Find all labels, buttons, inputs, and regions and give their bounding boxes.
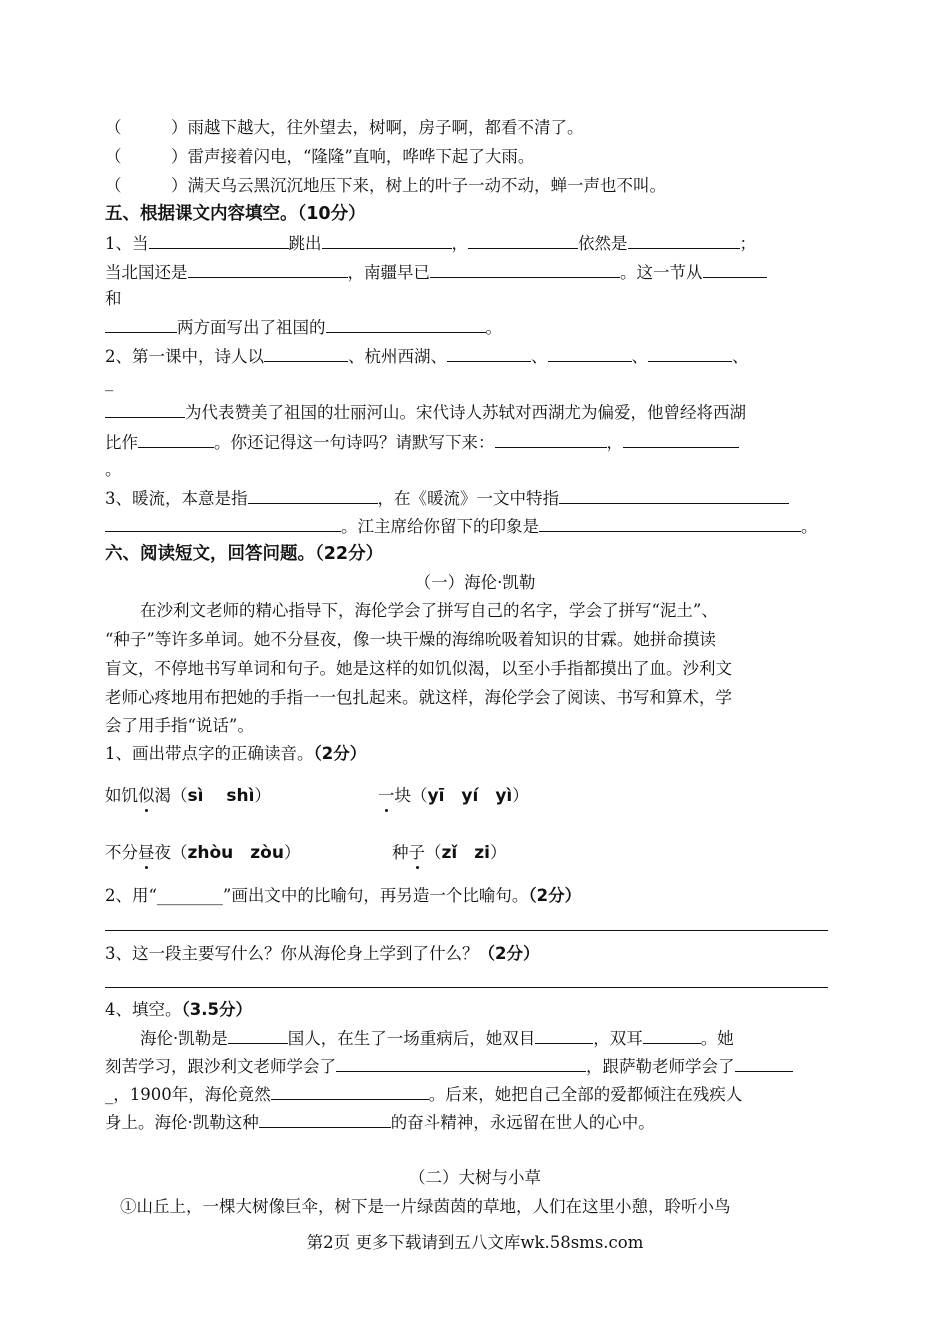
text: ，在《暖流》一文中特指 <box>377 489 559 508</box>
text: （ <box>425 843 442 862</box>
blank[interactable] <box>495 432 607 448</box>
blank[interactable] <box>188 262 348 278</box>
dotted-char: 昼 <box>138 843 155 862</box>
score: （2分） <box>313 744 367 763</box>
pinyin-options[interactable]: sì shì <box>187 786 255 806</box>
answer-paren[interactable]: （ ） <box>105 176 188 195</box>
pinyin-options[interactable]: zhòu zòu <box>187 843 284 863</box>
blank[interactable] <box>430 262 620 278</box>
order-text: 雷声接着闪电，“隆隆”直响，哗哗下起了大雨。 <box>187 147 535 166</box>
text: 依然是 <box>578 234 628 253</box>
blank[interactable] <box>264 346 348 362</box>
s6-q4-line3 <box>105 1084 742 1105</box>
s5-q3-line1 <box>105 488 789 509</box>
blank[interactable] <box>623 432 739 448</box>
text: ， <box>451 234 468 253</box>
pinyin-item-4 <box>392 843 506 863</box>
blank[interactable] <box>105 516 341 532</box>
text: 1、画出带点字的正确读音。 <box>105 744 314 763</box>
passage-2-line: ①山丘上，一棵大树像巨伞，树下是一片绿茵茵的草地，人们在这里小憩，聆听小鸟 <box>120 1197 731 1216</box>
text: 海伦·凯勒是 <box>140 1029 228 1048</box>
text: 不分 <box>105 843 138 862</box>
order-text: 雨越下越大，往外望去，树啊，房子啊，都看不清了。 <box>187 118 584 137</box>
text: 国人，在生了一场重病后，她双目 <box>287 1029 536 1048</box>
answer-paren[interactable]: （ ） <box>105 118 188 137</box>
text: 。江主席给你留下的印象是 <box>341 517 539 536</box>
blank[interactable] <box>149 233 289 249</box>
text: ，跟萨勒老师学会了 <box>586 1057 735 1076</box>
blank[interactable] <box>228 1028 288 1044</box>
blank[interactable] <box>648 346 732 362</box>
text: ） <box>512 786 529 805</box>
order-item-1 <box>105 118 584 138</box>
s5-q1-line1 <box>105 233 756 254</box>
s6-q4-line4 <box>105 1112 655 1133</box>
text: 跳出 <box>288 234 322 253</box>
text: 3、这一段主要写什么？你从海伦身上学到了什么？ <box>105 944 479 963</box>
dotted-char: 似 <box>138 786 155 805</box>
text: 为代表赞美了祖国的壮丽河山。宋代诗人苏轼对西湖尤为偏爱，他曾经将西湖 <box>185 403 746 422</box>
passage-1-line: 会了用手指“说话”。 <box>105 716 254 735</box>
blank[interactable] <box>548 346 632 362</box>
blank[interactable] <box>468 233 578 249</box>
s5-q1-line4 <box>105 317 502 338</box>
s5-q1-line2 <box>105 262 767 283</box>
s5-q2-line5: 。 <box>105 460 122 479</box>
s5-q2-line1 <box>105 346 749 367</box>
text: 。后来，她把自己全部的爱都倾注在残疾人 <box>428 1085 743 1104</box>
page-footer: 第2页 更多下载请到五八文库wk.58sms.com <box>306 1233 644 1252</box>
s5-q1-line3: 和 <box>105 289 122 308</box>
s5-q2-line4 <box>105 432 739 453</box>
score: （2分） <box>528 886 582 905</box>
text: 。你还记得这一句诗吗？请默写下来： <box>214 433 495 452</box>
text: 种 <box>392 843 409 862</box>
text: 4、填空。 <box>105 1000 182 1019</box>
text: 比作 <box>105 433 138 452</box>
blank[interactable] <box>703 262 767 278</box>
blank[interactable] <box>259 1112 391 1128</box>
text: ） <box>283 843 301 862</box>
blank[interactable] <box>559 488 789 504</box>
blank[interactable] <box>735 1056 793 1072</box>
score: （2分） <box>478 944 540 963</box>
dotted-char: 子 <box>408 843 425 862</box>
text: 两方面写出了祖国的 <box>177 318 326 337</box>
answer-line[interactable] <box>105 987 828 988</box>
passage-2-title: （二）大树与小草 <box>409 1168 541 1187</box>
text: 、 <box>732 347 749 366</box>
pinyin-item-2 <box>378 786 529 806</box>
s5-q2-line2: _ <box>105 372 114 391</box>
pinyin-options[interactable]: yī yí yì <box>427 786 513 806</box>
text: 2、用“________”画出文中的比喻句，再另造一个比喻句。 <box>105 886 529 905</box>
text: _，1900年，海伦竟然 <box>105 1085 271 1104</box>
text: 、杭州西湖、 <box>348 347 447 366</box>
s6-q4-line2 <box>105 1056 793 1077</box>
passage-1-line: 盲文，不停地书写单词和句子。她是这样的如饥似渴，以至小手指都摸出了血。沙利文 <box>105 659 732 678</box>
s6-q2-label <box>105 886 581 906</box>
text: ） <box>489 843 507 862</box>
section-6-heading: 六、阅读短文，回答问题。（22分） <box>105 544 384 564</box>
blank[interactable] <box>326 317 486 333</box>
text: ） <box>254 786 271 805</box>
text: 刻苦学习，跟沙利文老师学会了 <box>105 1057 336 1076</box>
passage-1-line: 在沙利文老师的精心指导下，海伦学会了拼写自己的名字，学会了拼写“泥土”、 <box>140 601 718 620</box>
s6-q4-line1 <box>140 1028 734 1049</box>
text: 1、当 <box>105 234 149 253</box>
text: ； <box>739 234 756 253</box>
order-text: 满天乌云黑沉沉地压下来，树上的叶子一动不动，蝉一声也不叫。 <box>187 176 666 195</box>
text: ，南疆早已 <box>347 263 430 282</box>
section-5-heading: 五、根据课文内容填空。（10分） <box>105 204 366 224</box>
answer-paren[interactable]: （ ） <box>105 147 188 166</box>
text: 、 <box>531 347 548 366</box>
blank[interactable] <box>105 402 185 418</box>
text: 身上。海伦·凯勒这种 <box>105 1113 259 1132</box>
blank[interactable] <box>447 346 531 362</box>
text: 的奋斗精神，永远留在世人的心中。 <box>390 1113 655 1132</box>
text: 2、第一课中，诗人以 <box>105 347 264 366</box>
text: 。 <box>485 318 502 337</box>
text: 、 <box>631 347 648 366</box>
text: 。她 <box>700 1029 734 1048</box>
blank[interactable] <box>539 516 801 532</box>
blank[interactable] <box>271 1084 429 1100</box>
s5-q3-line2 <box>105 516 818 537</box>
pinyin-item-1 <box>105 786 271 806</box>
order-item-3 <box>105 176 666 196</box>
s6-q4-label <box>105 1000 252 1020</box>
text: 。 <box>801 517 818 536</box>
answer-line[interactable] <box>105 930 828 931</box>
passage-1-title: （一）海伦·凯勒 <box>414 573 536 592</box>
s6-q1-label <box>105 744 366 764</box>
s6-q3-label <box>105 944 539 964</box>
pinyin-item-3 <box>105 843 300 863</box>
text: 当北国还是 <box>105 263 188 282</box>
blank[interactable] <box>322 233 452 249</box>
blank[interactable] <box>336 1056 586 1072</box>
text: 如饥 <box>105 786 138 805</box>
text: 块（ <box>394 786 428 805</box>
s5-q2-line3 <box>105 402 746 423</box>
text: ，双耳 <box>593 1029 643 1048</box>
blank[interactable] <box>628 233 740 249</box>
pinyin-options[interactable]: zǐ zi <box>441 843 490 863</box>
score: （3.5分） <box>181 1000 252 1019</box>
blank[interactable] <box>535 1028 593 1044</box>
text: 夜（ <box>154 843 188 862</box>
blank[interactable] <box>643 1028 701 1044</box>
text: 3、暖流，本意是指 <box>105 489 248 508</box>
passage-1-line: 老师心疼地用布把她的手指一一包扎起来。就这样，海伦学会了阅读、书写和算术，学 <box>105 688 732 707</box>
text: 。这一节从 <box>620 263 703 282</box>
blank[interactable] <box>248 488 378 504</box>
text: 渴（ <box>154 786 188 805</box>
blank[interactable] <box>105 317 177 333</box>
order-item-2 <box>105 147 534 167</box>
blank[interactable] <box>138 432 214 448</box>
dotted-char: 一 <box>378 786 395 805</box>
passage-1-line: “种子”等许多单词。她不分昼夜，像一块干燥的海绵吮吸着知识的甘霖。她拼命摸读 <box>105 630 716 649</box>
text: ， <box>606 433 623 452</box>
